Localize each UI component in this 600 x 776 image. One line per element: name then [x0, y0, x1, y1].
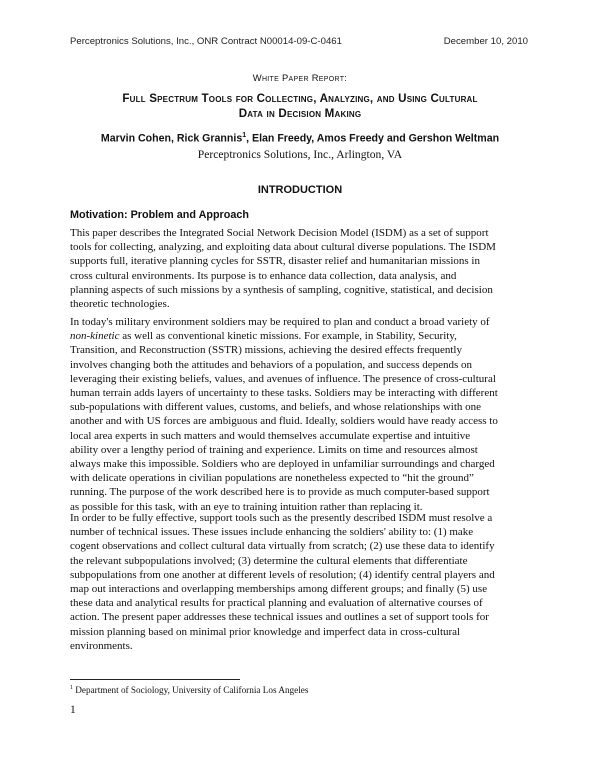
subsection-heading: Motivation: Problem and Approach	[70, 209, 249, 221]
text-line	[70, 329, 530, 343]
text-line: running. The purpose of the work described here is to provide as much computer-based support	[70, 486, 490, 499]
footnote-mark: 1	[242, 132, 247, 139]
text-line: number of technical issues. These issues include enhancing the soldiers' ability to: (1) make	[70, 526, 474, 539]
text-line: Transition, and Reconstruction (SSTR) missions, achieving the desired effects frequently	[70, 344, 462, 357]
text-segment: as well as conventional kinetic missions. For example, in Stability, Security,	[119, 330, 457, 343]
header-date: December 10, 2010	[443, 36, 528, 47]
text-line: local area experts in such matters and would themselves accumulate expertise and intuitive	[70, 429, 471, 442]
text-line: human terrain adds layers of uncertainty to these tasks. Soldiers may be interacting with different	[70, 387, 498, 400]
text-line: This paper describes the Integrated Social Network Decision Model (ISDM) as a set of support	[70, 227, 489, 239]
text-line: sub-populations with different values, customs, and beliefs, and whose relationships with one	[70, 401, 482, 414]
header-left-text: Perceptronics Solutions, Inc., ONR Contract N00014-09-C-0461	[70, 36, 342, 47]
title-line: Full Spectrum Tools for Collecting, Analyzing, and Using Cultural	[122, 92, 478, 105]
italic-term: non-kinetic	[70, 330, 120, 343]
report-label: White Paper Report:	[252, 72, 348, 83]
document-title	[66, 91, 534, 121]
text-line: cogent observations and collect cultural data virtually from scratch; (2) use these data to identify	[70, 540, 495, 553]
text-line: tools for collecting, analyzing, and exploiting data about cultural diverse populations. The ISDM	[70, 241, 496, 254]
author-list	[0, 132, 600, 145]
section-heading: INTRODUCTION	[257, 184, 343, 196]
text-line: these data and analytical results for practical planning and evaluation of alternative courses of	[70, 597, 483, 610]
affiliation: Perceptronics Solutions, Inc., Arlington, VA	[197, 148, 403, 161]
text-line: with delicate operations in civilian populations are nonetheless expected to “hit the ground”	[70, 472, 474, 485]
text-line: cross cultural environments. Its purpose is to enhance data collection, data analysis, and	[70, 269, 457, 282]
text-line: planning aspects of such missions by a synthesis of sampling, cognitive, statistical, and decision	[70, 283, 493, 296]
authors-text: , Elan Freedy, Amos Freedy and Gershon Weltman	[246, 132, 500, 145]
text-line: leveraging their existing beliefs, values, and avenues of influence. The presence of cross-cultural	[70, 372, 496, 385]
text-line: action. The present paper addresses these technical issues and outlines a set of support tools for	[70, 611, 489, 624]
text-line: as possible for this task, with an eye to training intuition rather than replacing it.	[70, 500, 423, 513]
text-line: theoretic technologies.	[70, 298, 170, 311]
page-header	[70, 36, 528, 47]
paragraph-1	[70, 226, 530, 311]
text-line: In today's military environment soldiers may be required to plan and conduct a broad variety of	[70, 316, 490, 328]
text-line: subpopulations from one another at different levels of resolution; (4) identify central players and	[70, 568, 495, 581]
text-line: In order to be fully effective, support tools such as the presently described ISDM must resolve a	[70, 512, 493, 524]
text-line: map out interactions and overlapping memberships among different groups; and finally (5) use	[70, 583, 488, 596]
paragraph-3	[70, 511, 530, 653]
footnote-mark: 1	[70, 685, 73, 691]
text-line: environments.	[70, 639, 133, 652]
text-line: ability over a lengthy period of training and experience. Limits on time and resources almost	[70, 443, 478, 456]
text-line: mission planning based on minimal prior knowledge and imperfect data in cross-cultural	[70, 625, 461, 638]
text-line: supports full, iterative planning cycles for SSTR, disaster relief and humanitarian missions in	[70, 255, 480, 268]
footnote-divider	[70, 679, 240, 680]
paragraph-2	[70, 315, 530, 514]
authors-text: Marvin Cohen, Rick Grannis	[100, 132, 243, 145]
text-line: another and with US forces are ambiguous and fluid. Ideally, soldiers would have ready access to	[70, 415, 498, 428]
page-number: 1	[70, 704, 76, 716]
footnote-text: Department of Sociology, University of California Los Angeles	[73, 685, 309, 696]
text-line: involves changing both the attitudes and behaviors of a population, and success depends on	[70, 358, 473, 371]
footnote	[70, 685, 308, 695]
title-line: Data in Decision Making	[238, 107, 362, 120]
text-line: always make this impossible. Soldiers who are deployed in unfamiliar surroundings and charged	[70, 458, 495, 471]
text-line: the relevant subpopulations involved; (3) determine the cultural elements that differentiate	[70, 554, 468, 567]
